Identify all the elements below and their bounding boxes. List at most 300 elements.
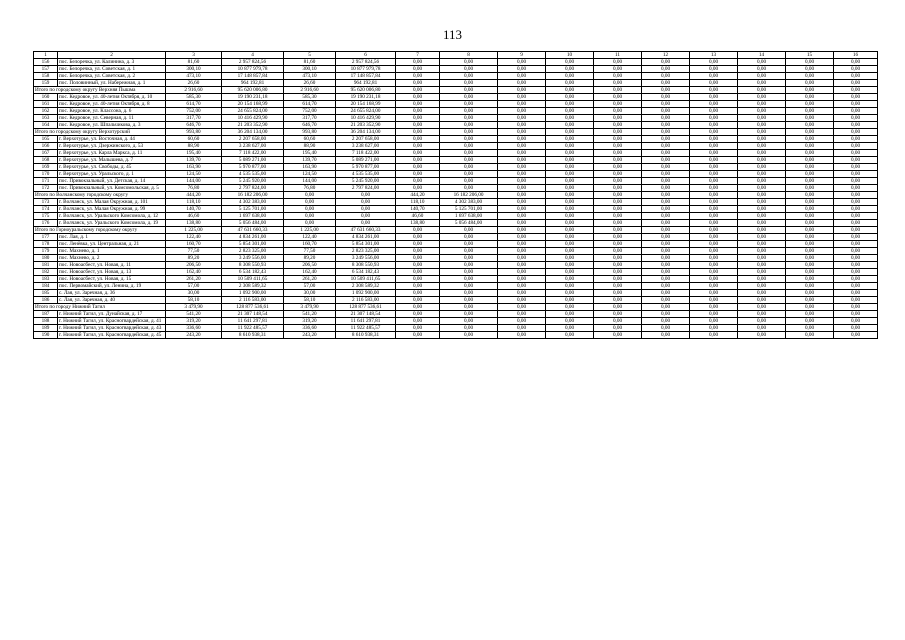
- column-number-header: 16: [834, 52, 878, 59]
- value-cell: 0,00: [594, 220, 642, 227]
- value-cell: 0,00: [786, 255, 834, 262]
- row-number: 187: [34, 311, 58, 318]
- value-cell: 0,00: [396, 136, 440, 143]
- value-cell: 19 190 231,18: [336, 94, 396, 101]
- value-cell: 0,00: [690, 304, 738, 311]
- building-address: пос. Новоасбест, ул. Новая, д. 15: [58, 276, 166, 283]
- value-cell: 0,00: [440, 185, 498, 192]
- value-cell: 0,00: [834, 157, 878, 164]
- column-number-header: 10: [546, 52, 594, 59]
- table-row: [34, 66, 878, 73]
- value-cell: 0,00: [440, 304, 498, 311]
- value-cell: 0,00: [498, 122, 546, 129]
- value-cell: 4 535 535,00: [222, 171, 284, 178]
- table-row: [34, 80, 878, 87]
- value-cell: 0,00: [440, 318, 498, 325]
- value-cell: 541,20: [284, 311, 336, 318]
- value-cell: 160,70: [166, 241, 222, 248]
- row-number: 180: [34, 255, 58, 262]
- value-cell: 0,00: [690, 248, 738, 255]
- building-address: г. Волчанск, ул. Малая Окружная, д. 99: [58, 206, 166, 213]
- value-cell: 76,80: [284, 185, 336, 192]
- value-cell: 47 631 660,33: [222, 227, 284, 234]
- value-cell: 2 797 824,00: [222, 185, 284, 192]
- value-cell: 24 655 824,00: [336, 108, 396, 115]
- value-cell: 0,00: [594, 115, 642, 122]
- value-cell: 0,00: [786, 157, 834, 164]
- value-cell: 77,50: [284, 248, 336, 255]
- value-cell: 0,00: [498, 192, 546, 199]
- value-cell: 0,00: [396, 241, 440, 248]
- value-cell: 0,00: [546, 150, 594, 157]
- value-cell: 0,00: [396, 248, 440, 255]
- value-cell: 0,00: [738, 199, 786, 206]
- value-cell: 0,00: [498, 80, 546, 87]
- value-cell: 2 823 325,00: [222, 248, 284, 255]
- value-cell: 17 148 857,84: [336, 73, 396, 80]
- building-address: пос. Кедровое, ул. Классона, д. 6: [58, 108, 166, 115]
- building-address: г. Волчанск, ул. Уральского Комсомола, д. 19: [58, 220, 166, 227]
- column-number-header: 8: [440, 52, 498, 59]
- value-cell: 0,00: [440, 234, 498, 241]
- value-cell: 0,00: [690, 164, 738, 171]
- value-cell: 0,00: [690, 206, 738, 213]
- value-cell: 0,00: [834, 325, 878, 332]
- value-cell: 0,00: [690, 220, 738, 227]
- building-address: г. Верхотурье, ул. Карла Маркса, д. 11: [58, 150, 166, 157]
- value-cell: 0,00: [786, 185, 834, 192]
- value-cell: 0,00: [594, 192, 642, 199]
- value-cell: 0,00: [440, 227, 498, 234]
- value-cell: 0,00: [546, 136, 594, 143]
- value-cell: 0,00: [786, 87, 834, 94]
- value-cell: 0,00: [546, 290, 594, 297]
- value-cell: 0,00: [738, 59, 786, 66]
- value-cell: 0,00: [786, 262, 834, 269]
- value-cell: 0,00: [690, 255, 738, 262]
- value-cell: 0,00: [440, 73, 498, 80]
- table-row: [34, 220, 878, 227]
- value-cell: 0,00: [546, 304, 594, 311]
- value-cell: 0,00: [786, 220, 834, 227]
- value-cell: 0,00: [642, 220, 690, 227]
- value-cell: 0,00: [594, 283, 642, 290]
- value-cell: 0,00: [786, 297, 834, 304]
- value-cell: 0,00: [594, 66, 642, 73]
- value-cell: 0,00: [834, 136, 878, 143]
- table-row: [34, 248, 878, 255]
- value-cell: 0,00: [440, 136, 498, 143]
- value-cell: 0,00: [642, 59, 690, 66]
- building-address: г. Нижний Тагил, ул. Красногвардейская, д. 45: [58, 332, 166, 339]
- value-cell: 0,00: [594, 213, 642, 220]
- value-cell: 0,00: [546, 234, 594, 241]
- row-number: 188: [34, 318, 58, 325]
- value-cell: 21 203 352,90: [222, 122, 284, 129]
- value-cell: 0,00: [834, 164, 878, 171]
- value-cell: 0,00: [834, 241, 878, 248]
- value-cell: 0,00: [690, 276, 738, 283]
- value-cell: 0,00: [594, 297, 642, 304]
- value-cell: 140,70: [396, 206, 440, 213]
- value-cell: 0,00: [642, 66, 690, 73]
- value-cell: 0,00: [690, 122, 738, 129]
- value-cell: 752,00: [166, 108, 222, 115]
- table-row: [34, 115, 878, 122]
- value-cell: 144,00: [166, 178, 222, 185]
- value-cell: 0,00: [440, 325, 498, 332]
- value-cell: 0,00: [498, 297, 546, 304]
- value-cell: 122,40: [284, 234, 336, 241]
- value-cell: 0,00: [546, 192, 594, 199]
- value-cell: 0,00: [440, 129, 498, 136]
- value-cell: 0,00: [834, 206, 878, 213]
- value-cell: 0,00: [786, 199, 834, 206]
- table-row: [34, 269, 878, 276]
- row-number: 175: [34, 213, 58, 220]
- value-cell: 0,00: [690, 332, 738, 339]
- column-number-header: 9: [498, 52, 546, 59]
- value-cell: 0,00: [440, 143, 498, 150]
- value-cell: 0,00: [546, 311, 594, 318]
- value-cell: 0,00: [690, 318, 738, 325]
- building-address: пос. Махнево, д. 1: [58, 248, 166, 255]
- value-cell: 5 970 877,00: [336, 164, 396, 171]
- value-cell: 993,80: [166, 129, 222, 136]
- value-cell: 0,00: [396, 115, 440, 122]
- value-cell: 0,00: [594, 199, 642, 206]
- value-cell: 5 056 484,00: [440, 220, 498, 227]
- value-cell: 140,70: [166, 206, 222, 213]
- table-row: [34, 234, 878, 241]
- value-cell: 0,00: [786, 122, 834, 129]
- value-cell: 0,00: [498, 143, 546, 150]
- value-cell: 0,00: [546, 101, 594, 108]
- value-cell: 81,60: [166, 59, 222, 66]
- value-cell: 0,00: [786, 73, 834, 80]
- value-cell: 128 877 536,61: [222, 304, 284, 311]
- value-cell: 0,00: [546, 241, 594, 248]
- value-cell: 0,00: [546, 87, 594, 94]
- value-cell: 0,00: [396, 255, 440, 262]
- value-cell: 0,00: [396, 150, 440, 157]
- subtotal-label: Итого по городскому округу Верхотурский: [34, 129, 166, 136]
- value-cell: 8 308 550,93: [222, 262, 284, 269]
- value-cell: 0,00: [690, 283, 738, 290]
- value-cell: 128 877 536,61: [336, 304, 396, 311]
- value-cell: 0,00: [738, 73, 786, 80]
- value-cell: 0,00: [786, 248, 834, 255]
- value-cell: 0,00: [786, 94, 834, 101]
- row-number: 166: [34, 143, 58, 150]
- row-number: 174: [34, 206, 58, 213]
- value-cell: 195,40: [166, 150, 222, 157]
- value-cell: 0,00: [642, 185, 690, 192]
- table-row: [34, 241, 878, 248]
- value-cell: 0,00: [498, 234, 546, 241]
- table-row: [34, 213, 878, 220]
- value-cell: 0,00: [834, 80, 878, 87]
- building-address: пос. Новоасбест, ул. Новая, д. 13: [58, 269, 166, 276]
- value-cell: 336,60: [166, 325, 222, 332]
- value-cell: 0,00: [738, 241, 786, 248]
- value-cell: 3 238 627,00: [336, 143, 396, 150]
- building-address: пос. Ленёвка, ул. Центральная, д. 21: [58, 241, 166, 248]
- value-cell: 2 207 658,00: [222, 136, 284, 143]
- table-header-row: [34, 52, 878, 59]
- table-row: [34, 185, 878, 192]
- value-cell: 0,00: [642, 255, 690, 262]
- value-cell: 0,00: [642, 318, 690, 325]
- value-cell: 0,00: [786, 108, 834, 115]
- value-cell: 5 089 271,00: [222, 157, 284, 164]
- building-address: пос. Половинный, ул. Набережная, д. 1: [58, 80, 166, 87]
- value-cell: 0,00: [498, 241, 546, 248]
- row-number: 161: [34, 101, 58, 108]
- table-row: [34, 332, 878, 339]
- value-cell: 0,00: [690, 108, 738, 115]
- value-cell: 36 204 134,00: [336, 129, 396, 136]
- value-cell: 0,00: [594, 325, 642, 332]
- value-cell: 0,00: [396, 178, 440, 185]
- table-row: [34, 297, 878, 304]
- row-number: 165: [34, 136, 58, 143]
- value-cell: 26,60: [284, 80, 336, 87]
- value-cell: 89,20: [166, 255, 222, 262]
- value-cell: 0,00: [498, 59, 546, 66]
- value-cell: 0,00: [546, 206, 594, 213]
- value-cell: 0,00: [498, 199, 546, 206]
- value-cell: 0,00: [594, 311, 642, 318]
- value-cell: 0,00: [594, 304, 642, 311]
- value-cell: 0,00: [834, 129, 878, 136]
- value-cell: 0,00: [690, 241, 738, 248]
- value-cell: 1 225,00: [284, 227, 336, 234]
- value-cell: 0,00: [642, 304, 690, 311]
- row-number: 157: [34, 66, 58, 73]
- value-cell: 11 641 297,81: [222, 318, 284, 325]
- value-cell: 0,00: [396, 129, 440, 136]
- value-cell: 0,00: [594, 143, 642, 150]
- value-cell: 0,00: [642, 80, 690, 87]
- column-number-header: 13: [690, 52, 738, 59]
- value-cell: 0,00: [834, 171, 878, 178]
- value-cell: 0,00: [786, 276, 834, 283]
- value-cell: 0,00: [440, 311, 498, 318]
- value-cell: 0,00: [786, 178, 834, 185]
- value-cell: 24 655 824,00: [222, 108, 284, 115]
- value-cell: 0,00: [440, 283, 498, 290]
- value-cell: 20 154 168,99: [336, 101, 396, 108]
- value-cell: 0,00: [642, 101, 690, 108]
- value-cell: 10 509 411,65: [336, 276, 396, 283]
- value-cell: 473,10: [166, 73, 222, 80]
- value-cell: 0,00: [396, 94, 440, 101]
- value-cell: 0,00: [738, 297, 786, 304]
- row-number: 169: [34, 164, 58, 171]
- value-cell: 124,50: [284, 171, 336, 178]
- value-cell: 95 620 006,80: [222, 87, 284, 94]
- value-cell: 0,00: [396, 143, 440, 150]
- value-cell: 0,00: [498, 206, 546, 213]
- value-cell: 0,00: [440, 122, 498, 129]
- value-cell: 0,00: [690, 150, 738, 157]
- building-address: с. Лая, ул. Заречная, д. 36: [58, 290, 166, 297]
- building-address: пос. Лая, д. 1: [58, 234, 166, 241]
- value-cell: 0,00: [690, 157, 738, 164]
- value-cell: 195,40: [284, 150, 336, 157]
- registry-table: [33, 51, 878, 339]
- value-cell: 58,10: [284, 297, 336, 304]
- value-cell: 0,00: [834, 192, 878, 199]
- value-cell: 160,70: [284, 241, 336, 248]
- value-cell: 614,70: [284, 101, 336, 108]
- value-cell: 5 854 301,00: [222, 241, 284, 248]
- value-cell: 0,00: [440, 255, 498, 262]
- value-cell: 0,00: [786, 115, 834, 122]
- value-cell: 0,00: [786, 143, 834, 150]
- value-cell: 0,00: [834, 234, 878, 241]
- value-cell: 0,00: [396, 227, 440, 234]
- value-cell: 60,60: [166, 136, 222, 143]
- value-cell: 0,00: [594, 164, 642, 171]
- building-address: пос. Кедровое, ул. 40-летия Октября, д. 10: [58, 94, 166, 101]
- table-row: [34, 262, 878, 269]
- row-number: 168: [34, 157, 58, 164]
- value-cell: 0,00: [498, 115, 546, 122]
- value-cell: 5 245 920,00: [222, 178, 284, 185]
- value-cell: 0,00: [834, 150, 878, 157]
- value-cell: 0,00: [642, 248, 690, 255]
- column-number-header: 6: [336, 52, 396, 59]
- value-cell: 0,00: [834, 59, 878, 66]
- row-number: 163: [34, 115, 58, 122]
- value-cell: 0,00: [690, 66, 738, 73]
- value-cell: 5 854 301,00: [336, 241, 396, 248]
- value-cell: 0,00: [594, 150, 642, 157]
- value-cell: 0,00: [786, 318, 834, 325]
- value-cell: 4 302 383,00: [222, 199, 284, 206]
- value-cell: 95 620 006,80: [336, 87, 396, 94]
- value-cell: 0,00: [546, 115, 594, 122]
- value-cell: 0,00: [594, 318, 642, 325]
- value-cell: 2 916,60: [284, 87, 336, 94]
- table-row: [34, 290, 878, 297]
- value-cell: 8 308 550,93: [336, 262, 396, 269]
- value-cell: 0,00: [546, 227, 594, 234]
- value-cell: 0,00: [690, 143, 738, 150]
- value-cell: 0,00: [642, 213, 690, 220]
- table-row: [34, 255, 878, 262]
- value-cell: 3 479,90: [284, 304, 336, 311]
- value-cell: 5 970 877,00: [222, 164, 284, 171]
- value-cell: 0,00: [738, 157, 786, 164]
- value-cell: 0,00: [498, 108, 546, 115]
- value-cell: 0,00: [834, 115, 878, 122]
- value-cell: 162,40: [284, 269, 336, 276]
- value-cell: 16 182 206,00: [222, 192, 284, 199]
- value-cell: 0,00: [642, 115, 690, 122]
- building-address: г. Верхотурье, ул. Восточная, д. 44: [58, 136, 166, 143]
- value-cell: 0,00: [440, 157, 498, 164]
- value-cell: 0,00: [498, 185, 546, 192]
- row-number: 185: [34, 290, 58, 297]
- building-address: пос. Привокзальный, ул. Детская, д. 14: [58, 178, 166, 185]
- value-cell: 7 118 422,00: [336, 150, 396, 157]
- value-cell: 0,00: [594, 157, 642, 164]
- value-cell: 0,00: [546, 332, 594, 339]
- value-cell: 0,00: [440, 269, 498, 276]
- value-cell: 0,00: [546, 262, 594, 269]
- value-cell: 0,00: [690, 115, 738, 122]
- value-cell: 0,00: [690, 297, 738, 304]
- value-cell: 2 823 325,00: [336, 248, 396, 255]
- table-body: [34, 59, 878, 339]
- value-cell: 4 834 261,00: [222, 234, 284, 241]
- row-number: 181: [34, 262, 58, 269]
- table-row: [34, 136, 878, 143]
- value-cell: 646,70: [284, 122, 336, 129]
- value-cell: 0,00: [834, 122, 878, 129]
- value-cell: 0,00: [594, 255, 642, 262]
- value-cell: 243,20: [166, 332, 222, 339]
- value-cell: 0,00: [738, 248, 786, 255]
- value-cell: 0,00: [738, 129, 786, 136]
- value-cell: 0,00: [396, 290, 440, 297]
- value-cell: 0,00: [738, 269, 786, 276]
- value-cell: 1 697 638,00: [440, 213, 498, 220]
- value-cell: 16 182 206,00: [440, 192, 498, 199]
- value-cell: 0,00: [642, 332, 690, 339]
- value-cell: 0,00: [642, 325, 690, 332]
- value-cell: 8 610 938,31: [222, 332, 284, 339]
- value-cell: 0,00: [786, 192, 834, 199]
- value-cell: 0,00: [786, 206, 834, 213]
- value-cell: 0,00: [786, 171, 834, 178]
- value-cell: 0,00: [738, 178, 786, 185]
- value-cell: 88,90: [166, 143, 222, 150]
- value-cell: 0,00: [642, 283, 690, 290]
- value-cell: 0,00: [440, 241, 498, 248]
- value-cell: 0,00: [690, 262, 738, 269]
- value-cell: 57,00: [166, 283, 222, 290]
- value-cell: 0,00: [642, 297, 690, 304]
- value-cell: 0,00: [786, 101, 834, 108]
- building-address: пос. Первомайский, ул. Ленина, д. 19: [58, 283, 166, 290]
- value-cell: 0,00: [690, 171, 738, 178]
- value-cell: 0,00: [594, 227, 642, 234]
- value-cell: 261,20: [284, 276, 336, 283]
- value-cell: 0,00: [738, 234, 786, 241]
- value-cell: 0,00: [396, 283, 440, 290]
- value-cell: 122,40: [166, 234, 222, 241]
- value-cell: 0,00: [786, 59, 834, 66]
- value-cell: 0,00: [594, 171, 642, 178]
- value-cell: 0,00: [690, 101, 738, 108]
- value-cell: 81,60: [284, 59, 336, 66]
- value-cell: 0,00: [498, 248, 546, 255]
- registry-table-wrapper: [33, 51, 875, 339]
- value-cell: 0,00: [738, 122, 786, 129]
- value-cell: 3 479,90: [166, 304, 222, 311]
- row-number: 178: [34, 241, 58, 248]
- value-cell: 0,00: [498, 276, 546, 283]
- value-cell: 0,00: [786, 311, 834, 318]
- value-cell: 0,00: [396, 73, 440, 80]
- value-cell: 3 249 556,00: [336, 255, 396, 262]
- value-cell: 0,00: [642, 73, 690, 80]
- value-cell: 0,00: [690, 290, 738, 297]
